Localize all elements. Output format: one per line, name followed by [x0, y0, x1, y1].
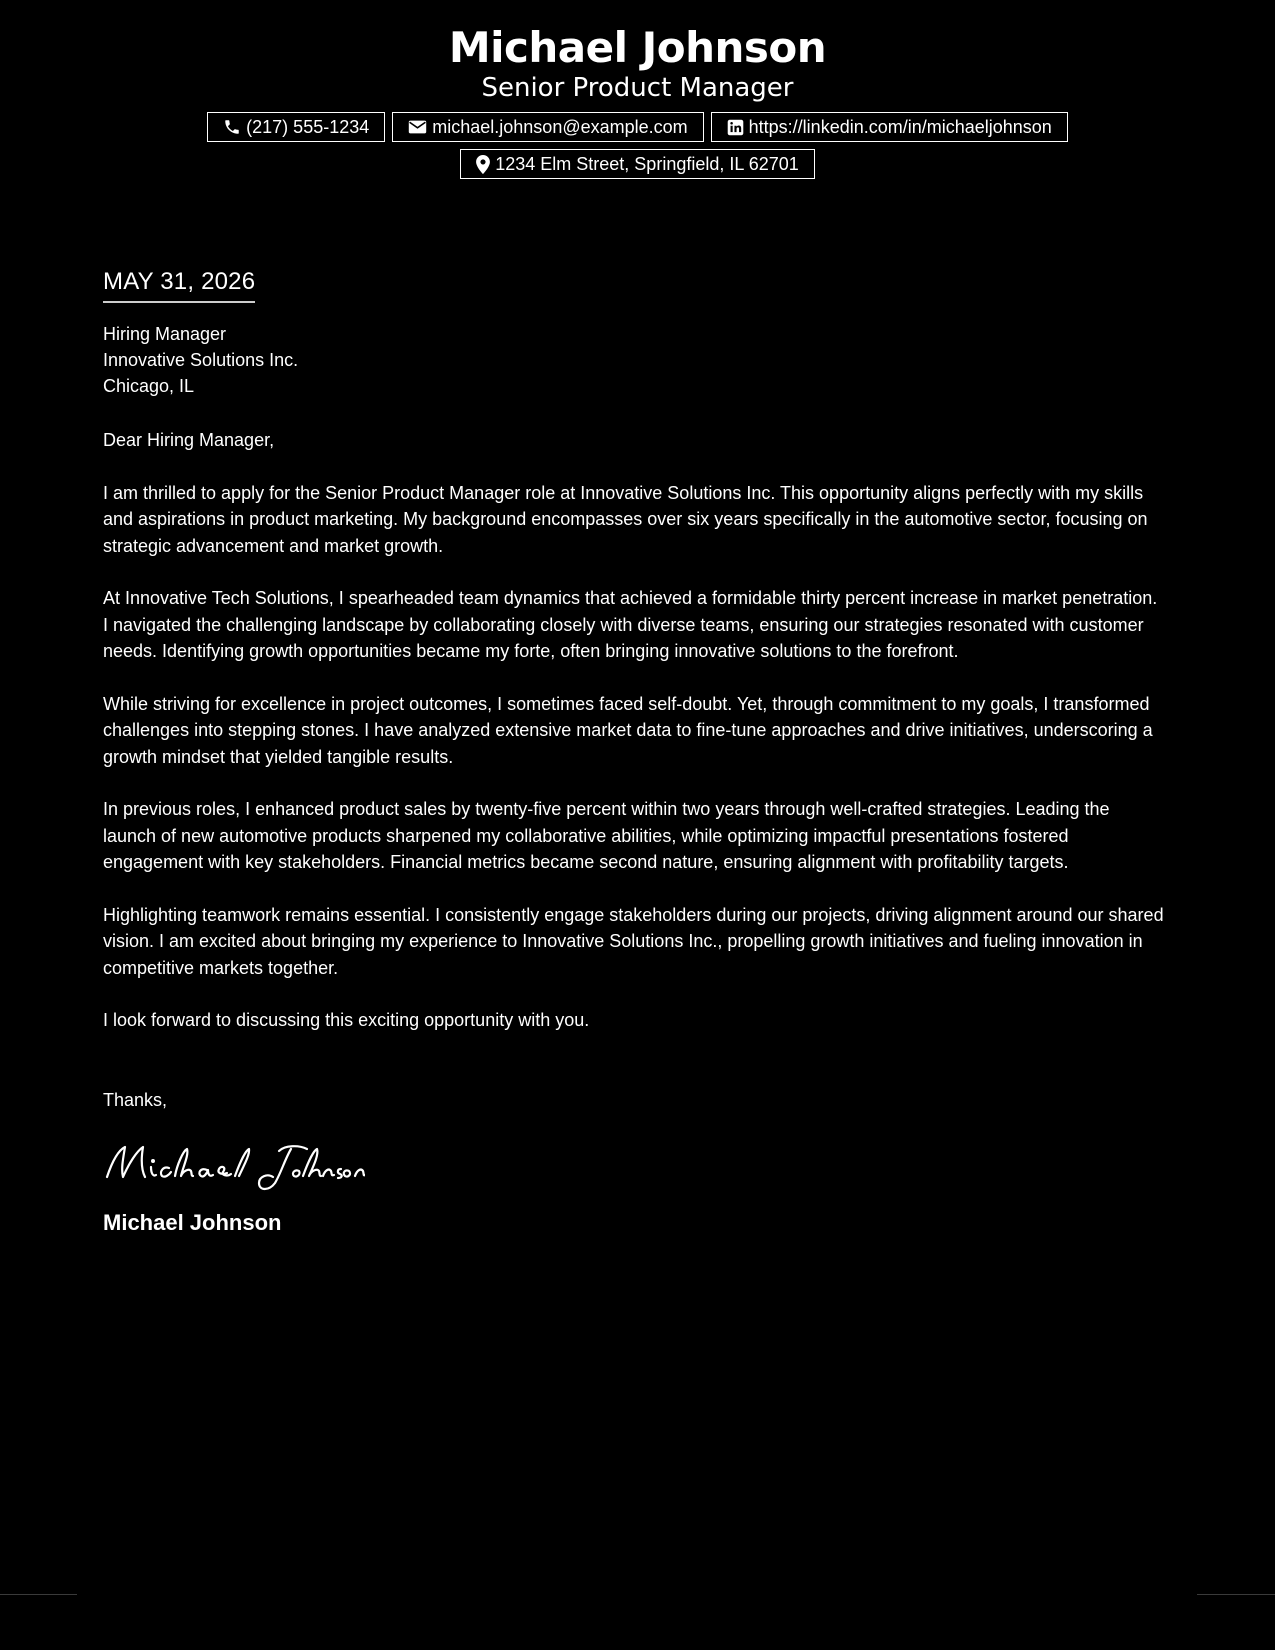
body-paragraph: While striving for excellence in project outcomes, I sometimes faced self-doubt. Yet, through commitment to my goals, I transformed challenges into stepping stones. I have analyzed extensive market data to fine-tune approaches and drive initiatives, underscoring a growth mindset that yielded tangible results.: [103, 693, 1153, 767]
body-paragraph: In previous roles, I enhanced product sales by twenty-five percent within two years through well-crafted strategies. Leading the launch of new automotive products sharpened my collaborative abilities, while optimizing impactful presentations fostered engagement with key stakeholders. Financial metrics became second nature, ensuring alignment with profitability targets.: [103, 799, 1110, 872]
footer-rule-right: [1197, 1594, 1275, 1595]
linkedin-icon: [727, 119, 744, 136]
signer-name: Michael Johnson: [103, 1210, 282, 1235]
contact-row-primary: [0, 112, 1275, 142]
recipient-location: Chicago, IL: [103, 376, 195, 396]
email-text: michael.johnson@example.com: [432, 116, 688, 137]
recipient-company: Innovative Solutions Inc.: [103, 350, 299, 370]
phone-text: (217) 555-1234: [246, 116, 370, 137]
applicant-title: Senior Product Manager: [481, 73, 794, 103]
letter-date: MAY 31, 2026: [103, 266, 255, 303]
contact-row-secondary: [0, 149, 1275, 179]
letter-body: [103, 266, 1165, 1237]
address-text: 1234 Elm Street, Springfield, IL 62701: [495, 153, 799, 174]
body-paragraph: Highlighting teamwork remains essential. I consistently engage stakeholders during our projects, driving alignment around our shared vision. I am excited about bringing my experience to Innovative Solutions Inc., propelling growth initiatives and fueling innovation in competitive markets together.: [103, 904, 1164, 978]
recipient-name: Hiring Manager: [103, 324, 227, 344]
recipient-block: [103, 321, 1165, 399]
handwritten-signature: [103, 1137, 1165, 1199]
linkedin-text: https://linkedin.com/in/michaeljohnson: [748, 116, 1052, 137]
envelope-icon: [408, 119, 427, 135]
email-chip[interactable]: [392, 112, 703, 142]
letter-header: [0, 22, 1275, 179]
greeting: Dear Hiring Manager,: [103, 430, 275, 450]
linkedin-chip[interactable]: [711, 112, 1068, 142]
body-paragraph: At Innovative Tech Solutions, I spearheaded team dynamics that achieved a formidable thirty percent increase in market penetration. I navigated the challenging landscape by collaborating closely with diverse teams, ensuring our strategies resonated with customer needs. Identifying growth opportunities became my forte, often bringing innovative solutions to the forefront.: [103, 588, 1158, 661]
address-chip: [460, 149, 815, 179]
footer-rule-left: [0, 1594, 77, 1595]
map-pin-icon: [476, 155, 490, 174]
phone-icon: [223, 118, 241, 136]
signoff: Thanks,: [103, 1089, 168, 1110]
body-paragraph: I am thrilled to apply for the Senior Product Manager role at Innovative Solutions Inc. This opportunity aligns perfectly with my skills and aspirations in product marketing. My background encompasses over six years specifically in the automotive sector, focusing on strategic advancement and market growth.: [103, 482, 1148, 556]
closing-line: I look forward to discussing this exciting opportunity with you.: [103, 1010, 590, 1030]
applicant-name: Michael Johnson: [448, 23, 827, 72]
phone-chip[interactable]: [207, 112, 385, 142]
